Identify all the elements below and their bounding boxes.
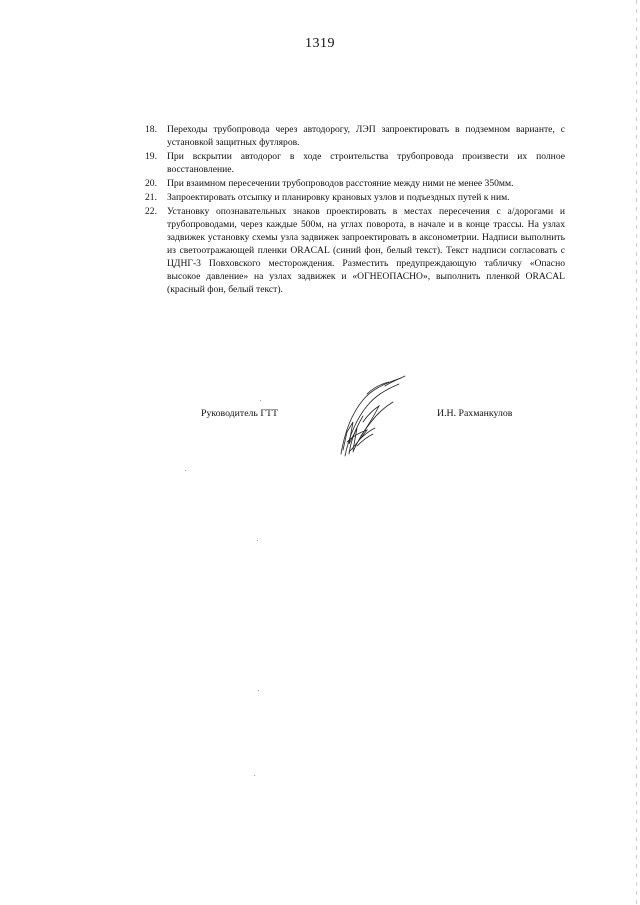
requirements-list bbox=[145, 123, 565, 297]
scan-speck bbox=[254, 775, 255, 776]
item-number: 18. bbox=[145, 124, 157, 135]
item-text: Установку опознавательных знаков проектировать в местах пересечения с а/дорогами и трубопроводами, через каждые 500м, на углах поворота, в начале и в конце трассы. На узлах задвижек установку схемы узла задвижек запроектировать в аксонометрии. Надписи выполнить из светоотражающей пленки ORACAL (синий фон, белый текст). Текст надписи согласовать с ЦДНГ-3 Повховского месторождения. Разместить предупреждающую табличку «Опасно высокое давление» на узлах задвижек и «ОГНЕОПАСНО», выполнить пленкой ORACAL (красный фон, белый текст). bbox=[167, 206, 565, 295]
item-number: 21. bbox=[145, 192, 157, 203]
scan-speck bbox=[260, 400, 261, 401]
item-number: 19. bbox=[145, 151, 157, 162]
list-item bbox=[145, 150, 565, 176]
item-text: Запроектировать отсыпку и планировку крановых узлов и подъездных путей к ним. bbox=[167, 192, 510, 203]
scan-speck bbox=[258, 690, 259, 691]
page-number: 1319 bbox=[305, 36, 335, 51]
item-number: 22. bbox=[145, 206, 157, 217]
handwritten-signature bbox=[323, 370, 413, 460]
list-item bbox=[145, 205, 565, 296]
item-number: 20. bbox=[145, 178, 157, 189]
list-item bbox=[145, 177, 565, 190]
item-text: При взаимном пересечении трубопроводов расстояние между ними не менее 350мм. bbox=[167, 178, 514, 189]
scan-speck bbox=[257, 540, 258, 541]
signatory-name: И.Н. Рахманкулов bbox=[437, 408, 513, 419]
item-text: Переходы трубопровода через автодорогу, ЛЭП запроектировать в подземном варианте, с установкой защитных футляров. bbox=[167, 124, 565, 148]
list-item bbox=[145, 123, 565, 149]
item-text: При вскрытии автодорог в ходе строительства трубопровода произвести их полное восстановление. bbox=[167, 151, 565, 175]
scan-edge-artifact bbox=[636, 0, 637, 905]
signatory-role: Руководитель ГТТ bbox=[201, 408, 278, 419]
list-item bbox=[145, 191, 565, 204]
scan-speck bbox=[185, 470, 186, 471]
